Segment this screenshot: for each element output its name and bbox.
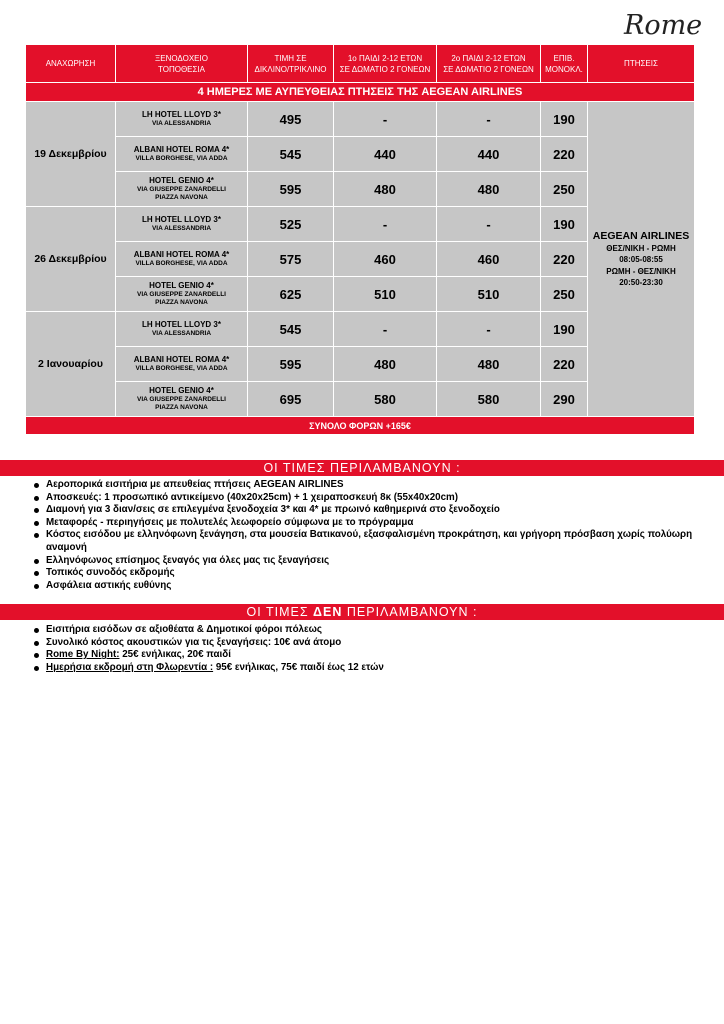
list-item: Αεροπορικά εισιτήρια με απευθείας πτήσεις AEGEAN AIRLINES <box>34 479 704 492</box>
price-single: 190 <box>541 207 588 242</box>
price-child2: 510 <box>437 277 541 312</box>
table-row <box>26 102 695 137</box>
table-total-row <box>26 417 695 435</box>
price-child1: 440 <box>334 137 437 172</box>
price-child2: - <box>437 207 541 242</box>
price-single: 220 <box>541 137 588 172</box>
list-item: Ασφάλεια αστικής ευθύνης <box>34 580 704 593</box>
price-single: 250 <box>541 277 588 312</box>
header-child1: 1ο ΠΑΙΔΙ 2-12 ΕΤΩΝ ΣΕ ΔΩΜΑΤΙΟ 2 ΓΟΝΕΩΝ <box>334 45 437 83</box>
hotel-cell: HOTEL GENIO 4* VIA GIUSEPPE ZANARDELLI PIAZZA NAVONA <box>116 172 248 207</box>
includes-title: ΟΙ ΤΙΜΕΣ ΠΕΡΙΛΑΜΒΑΝΟΥΝ : <box>0 460 724 476</box>
price-single: 190 <box>541 102 588 137</box>
price-double: 545 <box>248 137 334 172</box>
price-single: 290 <box>541 382 588 417</box>
price-table <box>25 44 695 435</box>
list-item: Ημερήσια εκδρομή στη Φλωρεντία : 95€ ενήλικας, 75€ παιδί έως 12 ετών <box>34 662 704 675</box>
includes-list <box>34 479 704 592</box>
taxes-total: ΣΥΝΟΛΟ ΦΟΡΩΝ +165€ <box>26 417 695 435</box>
flight-out-route: ΘΕΣ/ΝΙΚΗ - ΡΩΜΗ <box>606 243 676 253</box>
price-double: 695 <box>248 382 334 417</box>
price-child1: 580 <box>334 382 437 417</box>
price-child2: 460 <box>437 242 541 277</box>
price-child1: 480 <box>334 347 437 382</box>
price-single: 250 <box>541 172 588 207</box>
price-child1: 480 <box>334 172 437 207</box>
price-double: 575 <box>248 242 334 277</box>
list-item: Εισιτήρια εισόδων σε αξιοθέατα & Δημοτικοί φόροι πόλεως <box>34 624 704 637</box>
excludes-title: ΟΙ ΤΙΜΕΣ ΔΕΝ ΠΕΡΙΛΑΜΒΑΝΟΥΝ : <box>0 604 724 620</box>
price-child2: 440 <box>437 137 541 172</box>
flight-return-time: 20:50-23:30 <box>619 278 663 287</box>
rome-logo: Rome <box>624 10 703 41</box>
table-banner-row <box>26 83 695 102</box>
flights-cell <box>588 102 695 417</box>
flight-return-route: ΡΩΜΗ - ΘΕΣ/ΝΙΚΗ <box>606 266 676 276</box>
table-banner: 4 ΗΜΕΡΕΣ ΜΕ ΑΥΠΕΥΘΕΙΑΣ ΠΤΗΣΕΙΣ ΤΗΣ AEGEAN AIRLINES <box>26 83 695 102</box>
departure-date: 2 Ιανουαρίου <box>26 312 116 417</box>
hotel-cell: ALBANI HOTEL ROMA 4* VILLA BORGHESE, VIA ADDA <box>116 137 248 172</box>
price-child2: 480 <box>437 172 541 207</box>
price-child2: - <box>437 102 541 137</box>
header-child2: 2ο ΠΑΙΔΙ 2-12 ΕΤΩΝ ΣΕ ΔΩΜΑΤΙΟ 2 ΓΟΝΕΩΝ <box>437 45 541 83</box>
price-double: 545 <box>248 312 334 347</box>
price-child1: 460 <box>334 242 437 277</box>
list-item: Κόστος εισόδου με ελληνόφωνη ξενάγηση, στα μουσεία Βατικανού, εξασφαλισμένη προκράτηση, και γρήγορη πρόσβαση χωρίς πολύωρη αναμονή <box>34 529 704 554</box>
flight-out-time: 08:05-08:55 <box>619 255 663 264</box>
flight-airline: AEGEAN AIRLINES <box>592 229 690 242</box>
list-item: Rome By Night: 25€ ενήλικας, 20€ παιδί <box>34 649 704 662</box>
price-double: 495 <box>248 102 334 137</box>
hotel-cell: ALBANI HOTEL ROMA 4* VILLA BORGHESE, VIA ADDA <box>116 347 248 382</box>
header-departure: ΑΝΑΧΩΡΗΣΗ <box>26 45 116 83</box>
price-double: 595 <box>248 172 334 207</box>
hotel-cell: HOTEL GENIO 4* VIA GIUSEPPE ZANARDELLI PIAZZA NAVONA <box>116 382 248 417</box>
table-header-row <box>26 45 695 83</box>
list-item: Τοπικός συνοδός εκδρομής <box>34 567 704 580</box>
hotel-cell: ALBANI HOTEL ROMA 4* VILLA BORGHESE, VIA ADDA <box>116 242 248 277</box>
price-child1: - <box>334 207 437 242</box>
header-single: ΕΠΙΒ. ΜΟΝΟΚΛ. <box>541 45 588 83</box>
hotel-cell: LH HOTEL LLOYD 3* VIA ALESSANDRIA <box>116 312 248 347</box>
excludes-list <box>34 624 704 674</box>
departure-date: 26 Δεκεμβρίου <box>26 207 116 312</box>
price-child1: - <box>334 312 437 347</box>
price-double: 525 <box>248 207 334 242</box>
price-double: 625 <box>248 277 334 312</box>
price-single: 220 <box>541 242 588 277</box>
price-child1: - <box>334 102 437 137</box>
price-child2: - <box>437 312 541 347</box>
departure-date: 19 Δεκεμβρίου <box>26 102 116 207</box>
hotel-cell: LH HOTEL LLOYD 3* VIA ALESSANDRIA <box>116 102 248 137</box>
header-flights: ΠΤΗΣΕΙΣ <box>588 45 695 83</box>
list-item: Διαμονή για 3 διαν/σεις σε επιλεγμένα ξενοδοχεία 3* και 4* με πρωινό καθημερινά στο ξενοδοχείο <box>34 504 704 517</box>
hotel-cell: HOTEL GENIO 4* VIA GIUSEPPE ZANARDELLI PIAZZA NAVONA <box>116 277 248 312</box>
excludes-title-emphasis: ΔΕΝ <box>313 605 343 619</box>
list-item: Αποσκευές: 1 προσωπικό αντικείμενο (40x20x25cm) + 1 χειραποσκευή 8κ (55x40x20cm) <box>34 492 704 505</box>
price-child2: 580 <box>437 382 541 417</box>
header-hotel: ΞΕΝΟΔΟΧΕΙΟ ΤΟΠΟΘΕΣΙΑ <box>116 45 248 83</box>
list-item: Μεταφορές - περιηγήσεις με πολυτελές λεωφορείο σύμφωνα με το πρόγραμμα <box>34 517 704 530</box>
list-item: Συνολικό κόστος ακουστικών για τις ξεναγήσεις: 10€ ανά άτομο <box>34 637 704 650</box>
price-single: 220 <box>541 347 588 382</box>
price-child2: 480 <box>437 347 541 382</box>
price-child1: 510 <box>334 277 437 312</box>
price-single: 190 <box>541 312 588 347</box>
list-item: Ελληνόφωνος επίσημος ξεναγός για όλες μας τις ξεναγήσεις <box>34 555 704 568</box>
hotel-cell: LH HOTEL LLOYD 3* VIA ALESSANDRIA <box>116 207 248 242</box>
header-price: ΤΙΜΗ ΣΕ ΔΙΚΛΙΝΟ/ΤΡΙΚΛΙΝΟ <box>248 45 334 83</box>
price-double: 595 <box>248 347 334 382</box>
